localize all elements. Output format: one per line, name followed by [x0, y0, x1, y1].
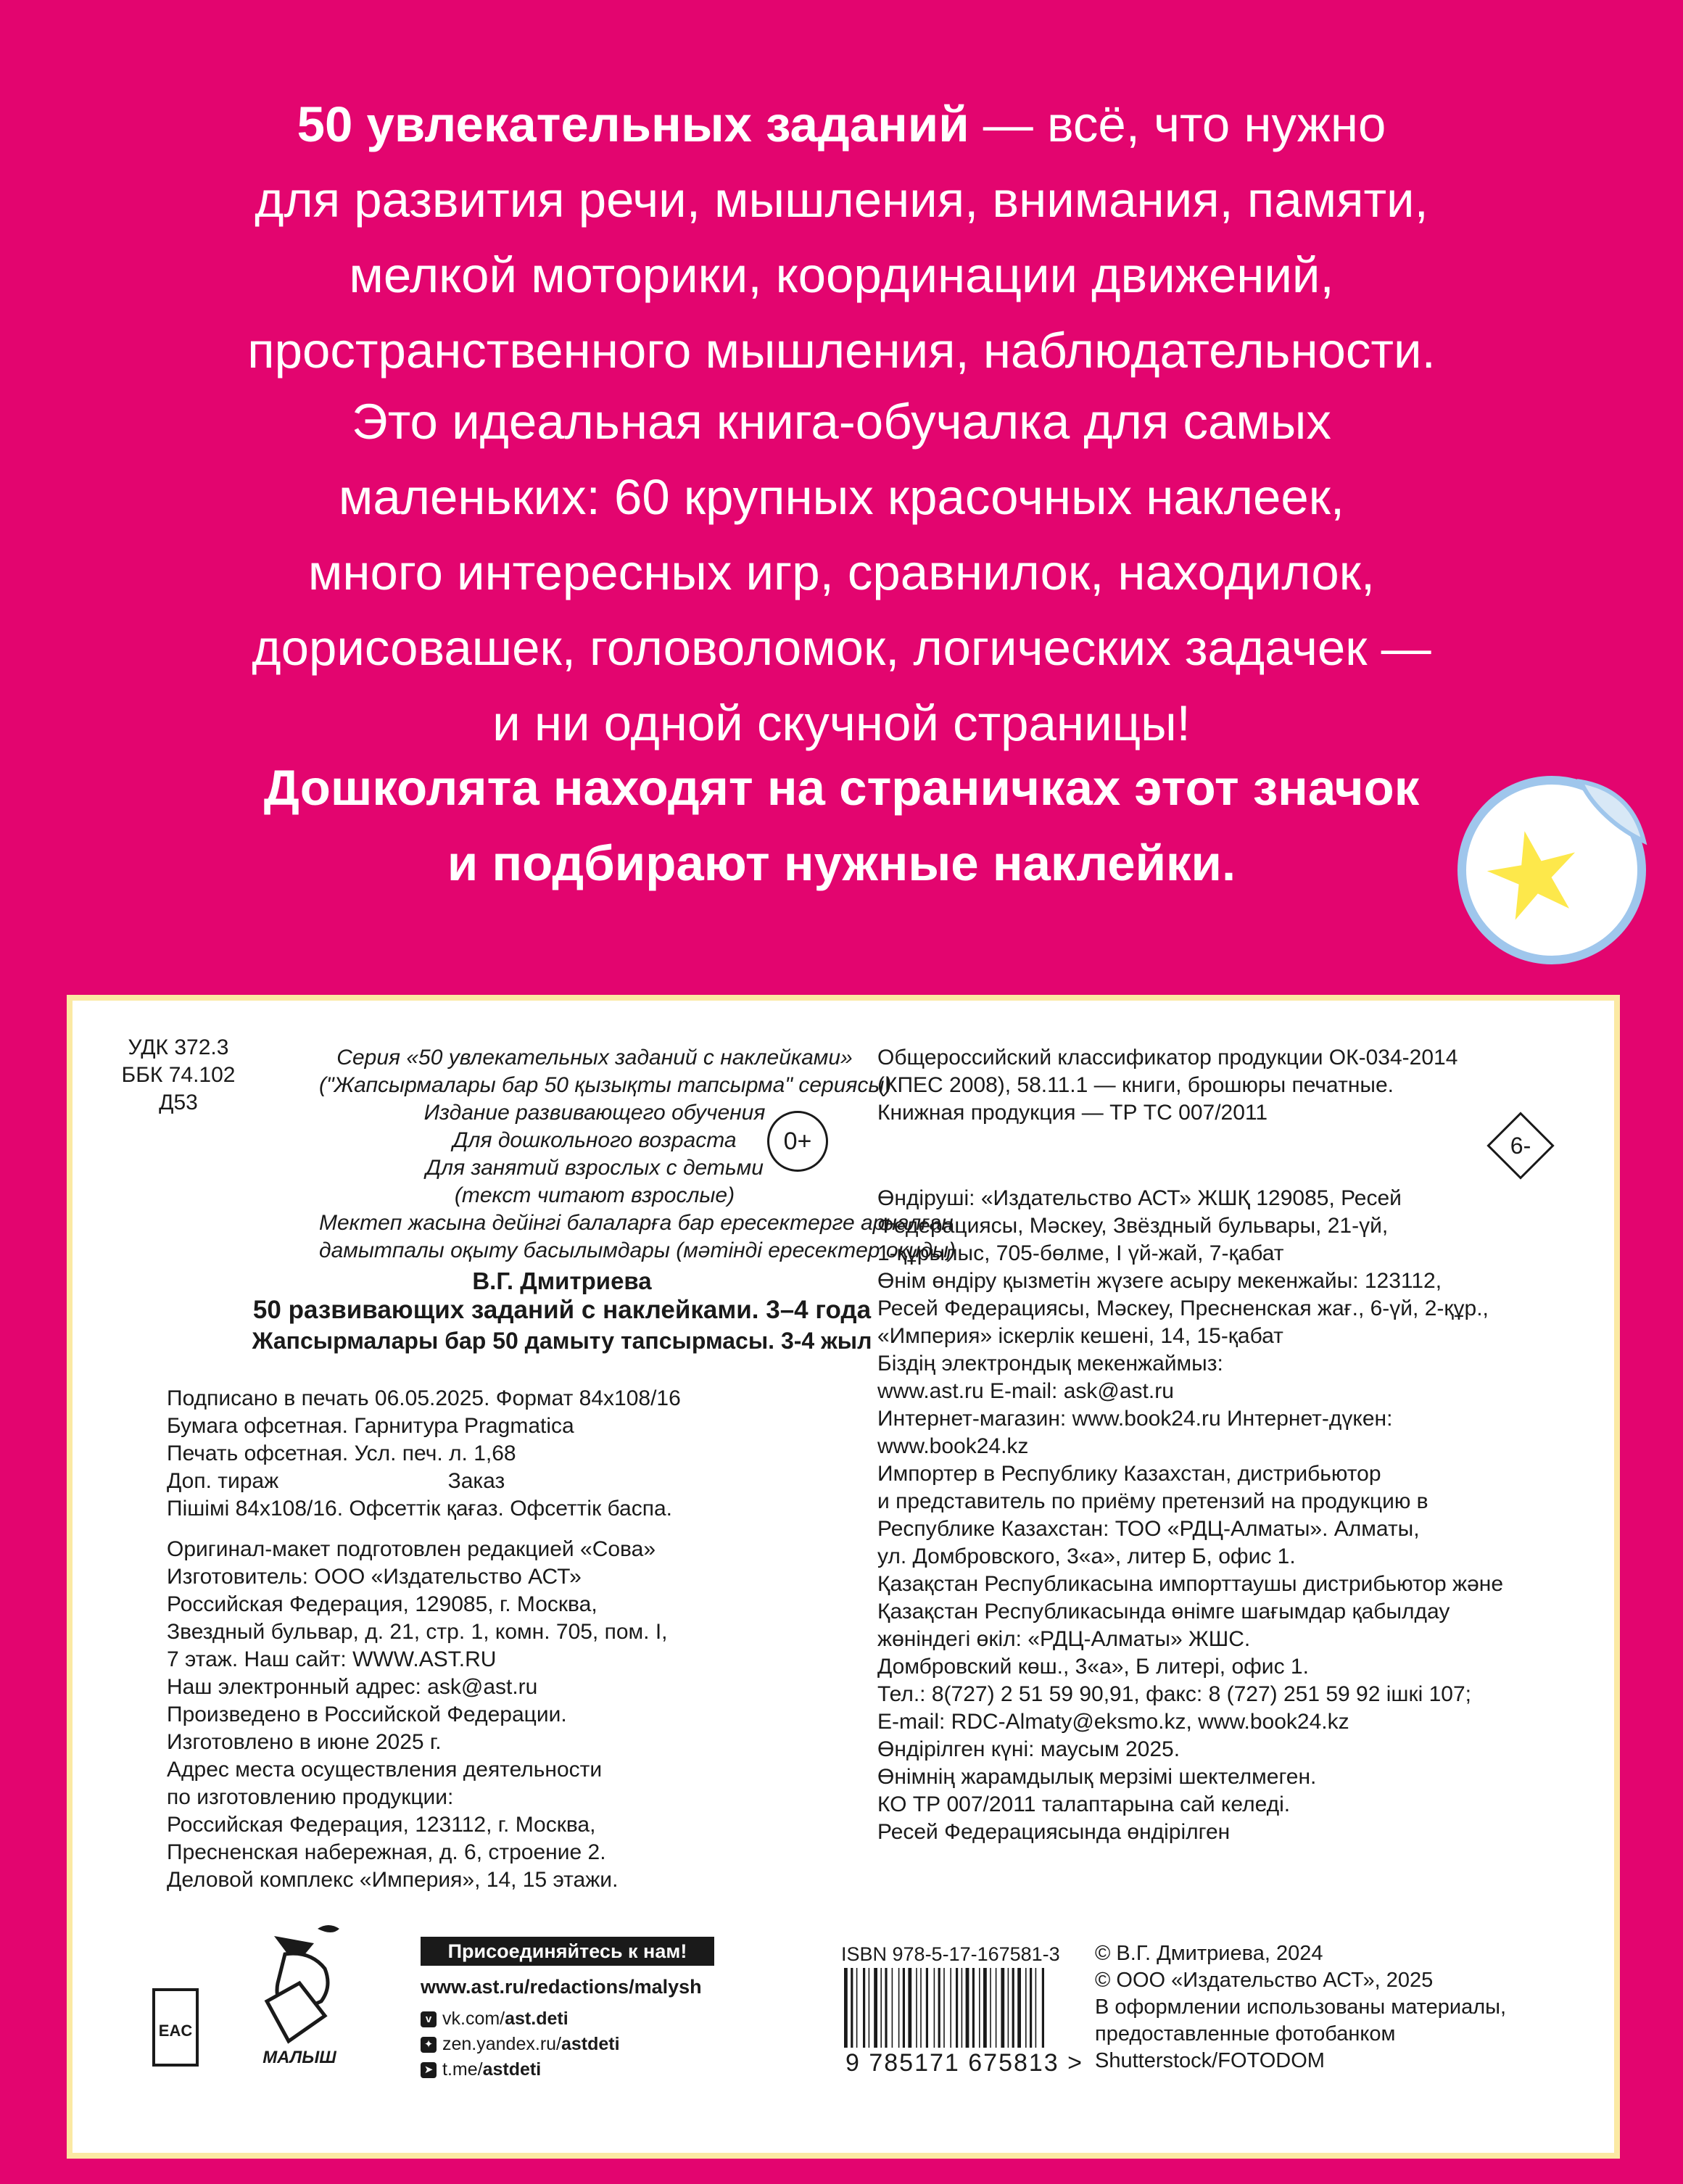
maker-line-3: Звездный бульвар, д. 21, стр. 1, комн. 705, пом. I, [167, 1620, 668, 1644]
book-title-kz: Жапсырмалары бар 50 дамыту тапсырмасы. 3-4 жыл [252, 1328, 872, 1354]
barcode-bar [990, 1968, 991, 2048]
series-line-4: Для занятий взрослых с детьми [426, 1156, 764, 1180]
series-line-1: ("Жапсырмалары бар 50 қызықты тапсырма" сериясы) [319, 1073, 892, 1097]
social-zen[interactable] [421, 2034, 620, 2055]
classifier-line-1: (КПЕС 2008), 58.11.1 — книги, брошюры печатные. [877, 1073, 1394, 1097]
intro-line-2: мелкой моторики, координации движений, [349, 247, 1334, 303]
barcode-bar [1012, 1968, 1014, 2048]
barcode-bar [1008, 1968, 1009, 2048]
vk-icon: v [421, 2011, 437, 2027]
telegram-icon: ➤ [421, 2062, 437, 2078]
kz-line-2: 1-құрылыс, 705-бөлме, I үй-жай, 7-қабат [877, 1241, 1284, 1265]
copyright-line-1: © ООО «Издательство АСТ», 2025 [1095, 1969, 1434, 1992]
series-line-2: Издание развивающего обучения [423, 1101, 766, 1125]
classification-block [91, 1034, 265, 1117]
barcode-bar [898, 1968, 900, 2048]
kz-line-17: Домбровский көш., 3«а», Б литері, офис 1. [877, 1655, 1309, 1679]
maker-line-11: Пресненская набережная, д. 6, строение 2. [167, 1840, 606, 1864]
copyright-line-2: В оформлении использованы материалы, [1095, 1995, 1507, 2019]
barcode-bar [908, 1968, 911, 2048]
barcode-bar [972, 1968, 975, 2048]
barcode-bar [869, 1968, 870, 2048]
kz-line-6: Біздің электрондық мекенжаймыз: [877, 1352, 1223, 1376]
barcode-icon [841, 1968, 1088, 2048]
print-line-3: Доп. тираж Заказ [167, 1469, 505, 1493]
barcode-bar [1001, 1968, 1004, 2048]
series-line-5: (текст читают взрослые) [454, 1183, 735, 1207]
kz-line-15: Қазақстан Республикасында өнімге шағымдар қабылдау [877, 1600, 1450, 1623]
social-vk[interactable] [421, 2009, 568, 2030]
print-line-0: Подписано в печать 06.05.2025. Формат 84x108/16 [167, 1386, 681, 1410]
book-title-ru: 50 развивающих заданий с наклейками. 3–4 года [252, 1296, 872, 1324]
classifier-line-0: Общероссийский классификатор продукции ОК-034-2014 [877, 1046, 1458, 1070]
barcode-bar [1035, 1968, 1037, 2048]
classifier-block [877, 1044, 1457, 1127]
barcode-bar [851, 1968, 853, 2048]
kz-line-20: Өндірілген күні: маусым 2025. [877, 1737, 1180, 1761]
barcode-bar [892, 1968, 893, 2048]
description-line-3: дорисовашек, головоломок, логических задачек — [252, 620, 1431, 676]
barcode-bar [1017, 1968, 1021, 2048]
author-code: Д53 [159, 1091, 198, 1114]
copyright-line-0: © В.Г. Дмитриева, 2024 [1095, 1942, 1323, 1965]
copyright-line-3: предоставленные фотобанком [1095, 2022, 1396, 2046]
barcode-bar [903, 1968, 905, 2048]
age-rating-circle: 0+ [767, 1111, 828, 1172]
intro-lead-bold: 50 увлекательных заданий [297, 96, 969, 152]
barcode-bar [950, 1968, 951, 2048]
barcode-bar [996, 1968, 997, 2048]
barcode-bar [926, 1968, 928, 2048]
barcode-bar [885, 1968, 887, 2048]
barcode-bar [856, 1968, 858, 2048]
barcode-bar [943, 1968, 945, 2048]
barcode-bar [938, 1968, 940, 2048]
description-paragraph [0, 384, 1683, 761]
maker-line-7: Изготовлено в июне 2025 г. [167, 1730, 442, 1754]
maker-line-2: Российская Федерация, 129085, г. Москва, [167, 1592, 597, 1616]
maker-line-1: Изготовитель: ООО «Издательство АСТ» [167, 1565, 582, 1589]
description-line-1: маленьких: 60 крупных красочных наклеек, [338, 469, 1345, 525]
zen-icon: ✦ [421, 2037, 437, 2053]
intro-line-0 [0, 87, 1683, 162]
barcode-digits: 9 785171 675813 > [845, 2049, 1084, 2077]
maker-line-8: Адрес места осуществления деятельности [167, 1758, 603, 1782]
kz-line-19: E-mail: RDC-Almaty@eksmo.kz, www.book24.kz [877, 1710, 1349, 1734]
kz-line-1: Федерациясы, Мәскеу, Звёздный бульвары, 21-үй, [877, 1214, 1389, 1238]
social-vk-prefix: vk.com/ [442, 2009, 505, 2029]
print-line-4: Пішімі 84x108/16. Офсеттік қағаз. Офсеттік баспа. [167, 1497, 672, 1521]
age-rating-diamond [1486, 1112, 1555, 1180]
classifier-line-2: Книжная продукция — ТР ТС 007/2011 [877, 1101, 1268, 1125]
copyright-block [1095, 1940, 1506, 2075]
barcode-bar [1030, 1968, 1032, 2048]
series-line-0: Серия «50 увлекательных заданий с наклейками» [336, 1046, 853, 1070]
kazakhstan-info-block [877, 1185, 1503, 1846]
description-line-2: много интересных игр, сравнилок, находилок, [307, 545, 1376, 600]
social-telegram-prefix: t.me/ [442, 2059, 483, 2080]
age-diamond-label: 6- [1510, 1133, 1531, 1159]
barcode-bar [956, 1968, 958, 2048]
barcode-bar [844, 1968, 848, 2048]
kz-line-4: Ресей Федерациясы, Мәскеу, Пресненская жағ., 6-үй, 2-құр., [877, 1296, 1489, 1320]
kz-line-22: КО ТР 007/2011 талаптарына сай келеді. [877, 1792, 1291, 1816]
barcode-bar [863, 1968, 865, 2048]
intro-lead-rest: — всё, что нужно [969, 96, 1386, 152]
kz-line-12: Республике Казахстан: ТОО «РДЦ-Алматы». Алматы, [877, 1517, 1420, 1541]
kz-line-0: Өндіруші: «Издательство АСТ» ЖШҚ 129085, Ресей [877, 1186, 1402, 1210]
barcode-bar [920, 1968, 922, 2048]
manufacturer-block [167, 1536, 668, 1894]
barcode-bar [1025, 1968, 1027, 2048]
kz-line-8: Интернет-магазин: www.book24.ru Интернет-дүкен: [877, 1407, 1393, 1431]
publisher-site-link[interactable]: www.ast.ru/redactions/malysh [421, 1976, 702, 1998]
intro-line-3: пространственного мышления, наблюдательности. [247, 323, 1436, 379]
description-line-4: и ни одной скучной страницы! [492, 695, 1191, 751]
star-sticker-icon [1447, 761, 1664, 979]
social-vk-handle: ast.deti [505, 2009, 568, 2029]
maker-line-5: Наш электронный адрес: ask@ast.ru [167, 1675, 538, 1699]
barcode-bar [874, 1968, 877, 2048]
intro-line-1: для развития речи, мышления, внимания, памяти, [255, 172, 1428, 228]
barcode-bar [983, 1968, 987, 2048]
description-line-0: Это идеальная книга-обучалка для самых [352, 394, 1331, 450]
logo-text: МАЛЫШ [262, 2048, 336, 2067]
sticker-note-line-1: и подбирают нужные наклейки. [447, 835, 1236, 891]
bbk-code: ББК 74.102 [121, 1063, 236, 1087]
maker-line-4: 7 этаж. Наш сайт: WWW.AST.RU [167, 1647, 497, 1671]
eac-mark-icon [152, 1988, 199, 2067]
barcode-bar [979, 1968, 980, 2048]
kz-line-3: Өнім өндіру қызметін жүзеге асыру мекенжайы: 123112, [877, 1269, 1442, 1293]
print-details-block [167, 1385, 681, 1523]
book-author: В.Г. Дмитриева [472, 1267, 652, 1294]
print-line-2: Печать офсетная. Усл. печ. л. 1,68 [167, 1441, 516, 1465]
sticker-note-paragraph [0, 750, 1683, 901]
maker-line-10: Российская Федерация, 123112, г. Москва, [167, 1813, 596, 1837]
barcode-bar [916, 1968, 917, 2048]
kz-line-9: www.book24.kz [877, 1434, 1029, 1458]
barcode-bar [962, 1968, 963, 2048]
sticker-note-line-0: Дошколята находят на страничках этот значок [263, 760, 1420, 816]
barcode-bar [1042, 1968, 1044, 2048]
series-line-3: Для дошкольного возраста [452, 1128, 737, 1152]
maker-line-9: по изготовлению продукции: [167, 1785, 454, 1809]
kz-line-7: www.ast.ru E-mail: ask@ast.ru [877, 1379, 1174, 1403]
maker-line-12: Деловой комплекс «Империя», 14, 15 этажи. [167, 1868, 619, 1892]
isbn-label: ISBN 978-5-17-167581-3 [841, 1943, 1060, 1965]
kz-line-18: Тел.: 8(727) 2 51 59 90,91, факс: 8 (727) 251 59 92 ішкі 107; [877, 1682, 1471, 1706]
eac-mark-text: EAC [158, 2022, 193, 2040]
social-zen-prefix: zen.yandex.ru/ [442, 2034, 561, 2054]
kz-line-10: Импортер в Республику Казахстан, дистрибьютор [877, 1462, 1381, 1486]
print-line-1: Бумага офсетная. Гарнитура Pragmatica [167, 1414, 574, 1438]
maker-line-6: Произведено в Российской Федерации. [167, 1703, 567, 1726]
kz-line-21: Өнімнің жарамдылық мерзімі шектелмеген. [877, 1765, 1317, 1789]
kz-line-23: Ресей Федерациясында өндірілген [877, 1820, 1231, 1844]
barcode-bar [934, 1968, 935, 2048]
imprint-panel [67, 995, 1620, 2159]
barcode-bar [966, 1968, 969, 2048]
kz-line-5: «Империя» іскерлік кешені, 14, 15-қабат [877, 1324, 1283, 1348]
kz-line-13: ул. Домбровского, 3«а», литер Б, офис 1. [877, 1544, 1296, 1568]
barcode-bar [880, 1968, 882, 2048]
intro-paragraph [0, 87, 1683, 389]
malysh-logo-icon [245, 1914, 354, 2072]
maker-line-0: Оригинал-макет подготовлен редакцией «Сова» [167, 1537, 656, 1561]
series-line-7: дамытпалы оқыту басылымдары (мәтінді ересектер оқиды) [319, 1238, 956, 1262]
kz-line-16: жөніндегі өкіл: «РДЦ-Алматы» ЖШС. [877, 1627, 1251, 1651]
social-zen-handle: astdeti [561, 2034, 620, 2054]
copyright-line-4: Shutterstock/FOTODOM [1095, 2049, 1325, 2072]
social-telegram-handle: astdeti [482, 2059, 542, 2080]
series-line-6: Мектеп жасына дейінгі балаларға бар ересектерге арналған [319, 1211, 954, 1235]
kz-line-14: Қазақстан Республикасына импорттаушы дистрибьютор және [877, 1572, 1504, 1596]
join-us-badge: Присоединяйтесь к нам! [421, 1937, 714, 1966]
kz-line-11: и представитель по приёму претензий на продукцию в [877, 1489, 1428, 1513]
udk-code: УДК 372.3 [128, 1035, 229, 1059]
social-telegram[interactable] [421, 2059, 541, 2080]
